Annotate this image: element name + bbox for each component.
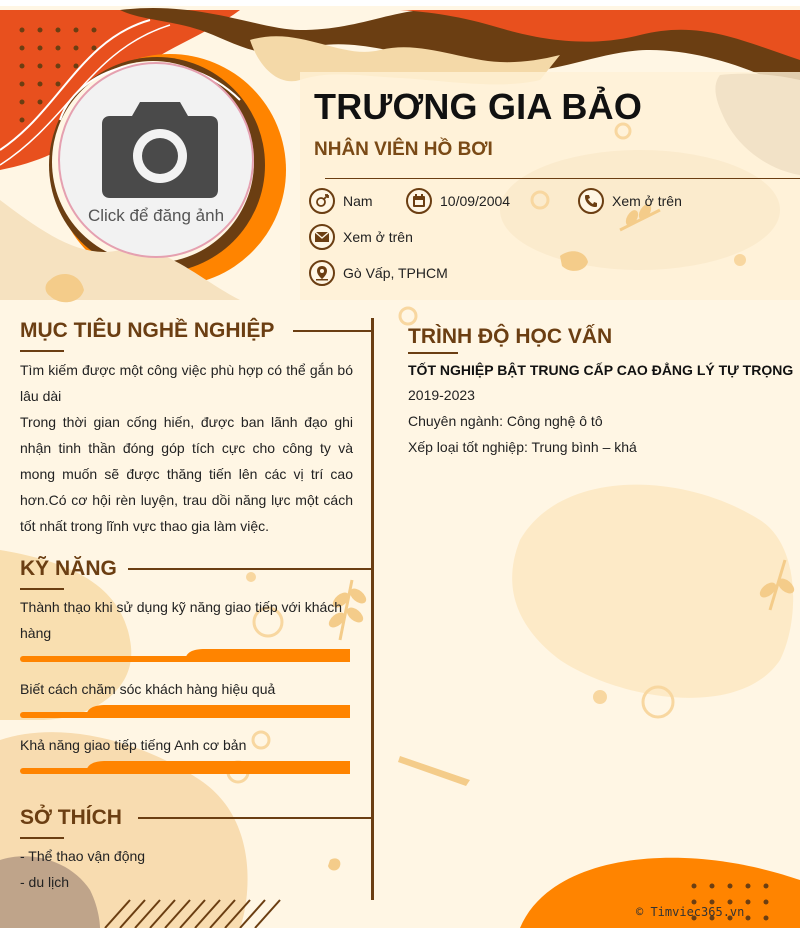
- education-rank: Xếp loại tốt nghiệp: Trung bình – khá: [408, 439, 637, 455]
- phone-icon: [578, 188, 604, 214]
- education-years: 2019-2023: [408, 387, 475, 403]
- copyright-text: © Timviec365.vn: [636, 905, 745, 919]
- skill-bar-graphic: [20, 761, 350, 775]
- avatar-upload[interactable]: [58, 62, 254, 258]
- contact-phone: [578, 188, 682, 214]
- skill-bar: [20, 705, 350, 719]
- birthday-value: 10/09/2004: [440, 193, 511, 209]
- skill-bar-graphic: [20, 705, 350, 719]
- avatar-upload-label: Click để đăng ảnh: [87, 206, 225, 225]
- hobby-item: - Thể thao vận động: [20, 848, 146, 864]
- skill-name: Khả năng giao tiếp tiếng Anh cơ bản: [20, 737, 247, 753]
- gender-value: Nam: [343, 193, 373, 209]
- skill-bar-level: [86, 705, 350, 718]
- contact-gender: [309, 188, 373, 214]
- calendar-icon: [406, 188, 432, 214]
- skill-bar: [20, 649, 350, 663]
- objective-line-2: Trong thời gian cống hiến, được ban lãnh đạo ghi nhận tinh thần đóng góp tích cực cho công ty và mong muốn sẽ được thăng tiến lên các vị trí cao hơn.Có cơ hội rèn luyện, trau dồi năng lực một cách tốt nhất trong lĩnh vực thao gia làm việc.: [20, 414, 353, 534]
- gender-icon: [309, 188, 335, 214]
- hobbies-title: SỞ THÍCH: [20, 806, 122, 829]
- education-underline: [408, 352, 458, 354]
- objective-underline: [20, 350, 64, 352]
- contact-birthday: [406, 188, 510, 214]
- email-value: Xem ở trên: [343, 229, 413, 245]
- skill-bar-graphic: [20, 649, 350, 663]
- hobbies-underline: [20, 837, 64, 839]
- skill-bar: [20, 761, 350, 775]
- address-value: Gò Vấp, TPHCM: [343, 265, 448, 281]
- skill-bar-level: [86, 761, 350, 774]
- objective-line-1: Tìm kiếm được một công việc phù hợp có thể gắn bó lâu dài: [20, 362, 353, 404]
- education-major: Chuyên ngành: Công nghệ ô tô: [408, 413, 603, 429]
- hobbies-rule: [138, 817, 371, 819]
- skills-underline: [20, 588, 64, 590]
- education-title: TRÌNH ĐỘ HỌC VẤN: [408, 325, 613, 348]
- contact-email: [309, 224, 413, 250]
- objective-title: MỤC TIÊU NGHỀ NGHIỆP: [20, 319, 275, 342]
- phone-value: Xem ở trên: [612, 193, 682, 209]
- location-icon: [309, 260, 335, 286]
- skill-bar-level: [185, 649, 350, 662]
- skills-rule: [128, 568, 371, 570]
- skill-name: Biết cách chăm sóc khách hàng hiệu quả: [20, 681, 276, 697]
- candidate-name: TRƯƠNG GIA BẢO: [314, 86, 643, 127]
- camera-icon: [102, 98, 218, 198]
- skill-name: Thành thạo khi sử dụng kỹ năng giao tiếp với khách hàng: [20, 599, 343, 641]
- mail-icon: [309, 224, 335, 250]
- contact-divider: [325, 178, 800, 179]
- column-divider: [371, 318, 374, 900]
- objective-rule: [293, 330, 371, 332]
- hobby-item: - du lịch: [20, 874, 70, 890]
- job-title: NHÂN VIÊN HỒ BƠI: [314, 139, 493, 160]
- education-school: TỐT NGHIỆP BẬT TRUNG CẤP CAO ĐẲNG LÝ TỰ TRỌNG: [408, 362, 794, 378]
- contact-address: [309, 260, 448, 286]
- skills-title: KỸ NĂNG: [20, 557, 117, 580]
